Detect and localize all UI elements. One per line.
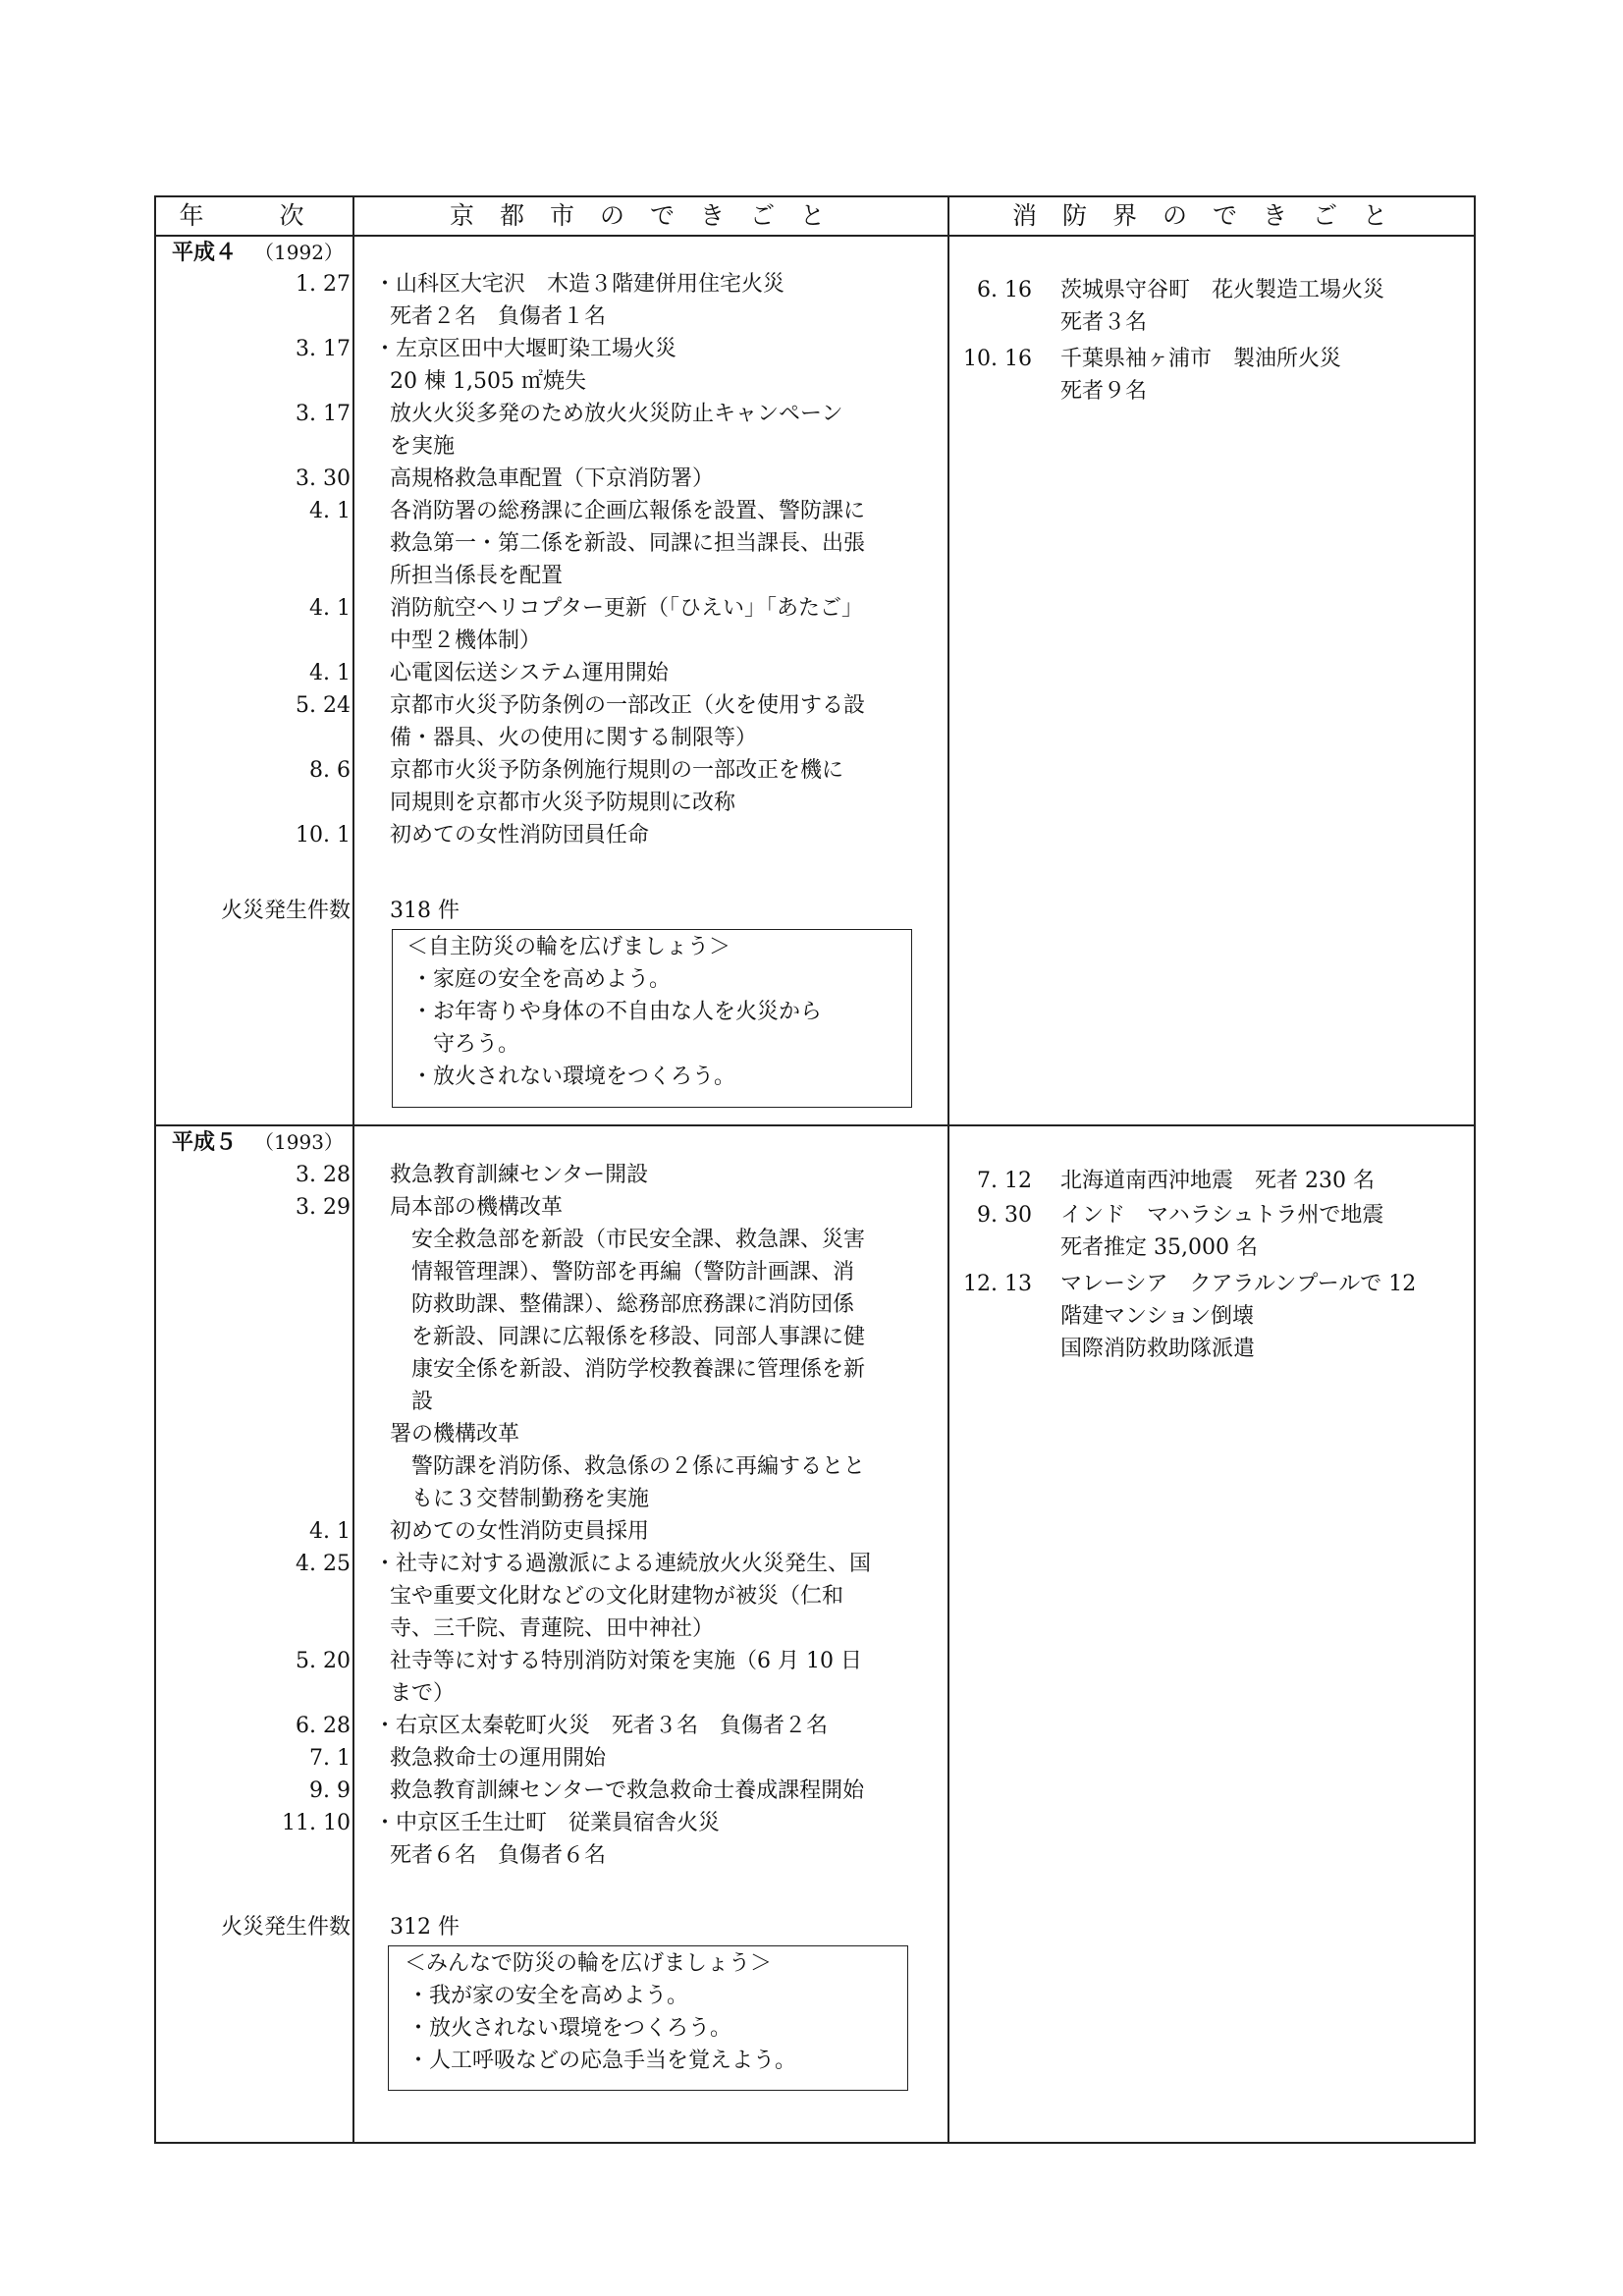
world-event-text: マレーシア クアラルンプールで 12 [1060, 1272, 1417, 1296]
header-year: 年 次 [179, 201, 330, 230]
slogan-line: ・放火されない環境をつくろう。 [407, 2016, 732, 2041]
event-text: 警防課を消防係、救急係の２係に再編するとと [390, 1454, 866, 1479]
fire-count-label: 火災発生件数 [220, 899, 351, 923]
event-text: ・左京区田中大堰町染工場火災 [374, 337, 677, 361]
event-text: 心電図伝送システム運用開始 [390, 661, 669, 685]
column-divider [352, 197, 354, 2142]
event-text: 署の機構改革 [390, 1422, 520, 1447]
event-text: まで） [390, 1681, 456, 1706]
slogan-line: ・放火されない環境をつくろう。 [411, 1065, 736, 1089]
event-text: 中型２機体制） [390, 629, 542, 653]
event-text: 同規則を京都市火災予防規則に改称 [390, 791, 736, 815]
event-date: 4. 1 [309, 596, 351, 621]
slogan-line: ・我が家の安全を高めよう。 [407, 1984, 689, 2008]
event-text: ・中京区壬生辻町 従業員宿舎火災 [374, 1811, 721, 1835]
event-text: 初めての女性消防団員任命 [390, 823, 650, 847]
section-divider [156, 1124, 1474, 1126]
slogan-line: ・家庭の安全を高めよう。 [411, 967, 672, 992]
fire-count: 312 件 [390, 1915, 460, 1940]
event-text: 初めての女性消防吏員採用 [390, 1519, 650, 1544]
event-date: 3. 30 [296, 466, 351, 491]
world-event-text: 死者９名 [1060, 379, 1148, 404]
event-text: ・右京区太秦乾町火災 死者３名 負傷者２名 [374, 1714, 829, 1738]
world-event-text: 死者推定 35,000 名 [1060, 1235, 1258, 1260]
world-event-text: 死者３名 [1060, 310, 1148, 335]
event-text: 放火火災多発のため放火火災防止キャンペーン [390, 402, 843, 426]
slogan-line: ・人工呼吸などの応急手当を覚えよう。 [407, 2049, 797, 2073]
event-date: 5. 20 [296, 1649, 351, 1673]
world-event-text: インド マハラシュトラ州で地震 [1060, 1203, 1384, 1228]
event-text: ・山科区大宅沢 木造３階建併用住宅火災 [374, 272, 785, 297]
event-text: 寺、三千院、青蓮院、田中神社） [390, 1616, 715, 1641]
year-heading: 平成５ （1993） [172, 1129, 344, 1155]
year-heading: 平成４ （1992） [172, 240, 344, 265]
world-event-text: 茨城県守谷町 花火製造工場火災 [1060, 278, 1385, 302]
event-date: 4. 1 [309, 661, 351, 685]
event-text: 高規格救急車配置（下京消防署） [390, 466, 715, 491]
event-text: 死者６名 負傷者６名 [390, 1843, 607, 1868]
event-text: 安全救急部を新設（市民安全課、救急課、災害 [390, 1228, 866, 1252]
event-text: 救急教育訓練センター開設 [390, 1163, 649, 1187]
event-date: 3. 17 [296, 402, 351, 426]
event-text: 康安全係を新設、消防学校教養課に管理係を新 [390, 1357, 866, 1382]
event-text: 救急救命士の運用開始 [390, 1746, 607, 1771]
fire-count-label: 火災発生件数 [220, 1915, 351, 1940]
world-event-date: 7. 12 [977, 1169, 1032, 1193]
world-event-date: 12. 13 [963, 1272, 1032, 1296]
event-date: 10. 1 [296, 823, 351, 847]
event-text: 設 [390, 1390, 434, 1414]
event-text: 備・器具、火の使用に関する制限等） [390, 726, 758, 750]
event-text: 消防航空ヘリコプター更新（「ひえい」「あたご」 [390, 596, 864, 621]
slogan-title: ＜みんなで防災の輪を広げましょう＞ [405, 1951, 773, 1976]
header-divider [156, 235, 1474, 237]
event-text: 京都市火災予防条例施行規則の一部改正を機に [390, 758, 844, 783]
event-text: 救急第一・第二係を新設、同課に担当課長、出張 [390, 531, 866, 556]
event-date: 6. 28 [296, 1714, 351, 1738]
event-text: 局本部の機構改革 [390, 1195, 564, 1220]
event-text: 社寺等に対する特別消防対策を実施（6 月 10 日 [390, 1649, 862, 1673]
world-event-date: 6. 16 [977, 278, 1032, 302]
world-event-date: 10. 16 [963, 347, 1032, 371]
event-text: 防救助課、整備課）、総務部庶務課に消防団係 [390, 1292, 855, 1317]
event-text: 各消防署の総務課に企画広報係を設置、警防課に [390, 499, 866, 523]
world-event-text: 北海道南西沖地震 死者 230 名 [1060, 1169, 1375, 1193]
event-date: 4. 1 [309, 1519, 351, 1544]
event-text: 救急教育訓練センターで救急救命士養成課程開始 [390, 1778, 865, 1803]
world-event-date: 9. 30 [977, 1203, 1032, 1228]
event-text: ・社寺に対する過激派による連続放火火災発生、国 [374, 1552, 872, 1576]
world-event-text: 千葉県袖ヶ浦市 製油所火災 [1060, 347, 1342, 371]
event-date: 3. 29 [296, 1195, 351, 1220]
event-text: 20 棟 1,505 ㎡焼失 [390, 369, 586, 394]
event-text: を新設、同課に広報係を移設、同部人事課に健 [390, 1325, 866, 1349]
chronology-table [154, 195, 1476, 2144]
event-text: 宝や重要文化財などの文化財建物が被災（仁和 [390, 1584, 844, 1609]
event-date: 4. 25 [296, 1552, 351, 1576]
slogan-line: 守ろう。 [411, 1032, 520, 1057]
event-date: 3. 17 [296, 337, 351, 361]
event-date: 11. 10 [282, 1811, 351, 1835]
event-date: 9. 9 [309, 1778, 351, 1803]
header-kyoto-events: 京都市のできごと [449, 201, 850, 230]
event-text: 死者２名 負傷者１名 [390, 304, 607, 329]
event-date: 1. 27 [296, 272, 351, 297]
world-event-text: 国際消防救助隊派遣 [1060, 1337, 1256, 1361]
slogan-line: ・お年寄りや身体の不自由な人を火災から [411, 1000, 823, 1024]
event-text: 情報管理課）、警防部を再編（警防計画課、消 [390, 1260, 855, 1285]
column-divider [947, 197, 949, 2142]
event-text: もに３交替制勤務を実施 [390, 1487, 650, 1511]
header-fire-world-events: 消防界のできごと [1011, 201, 1413, 230]
event-date: 5. 24 [296, 693, 351, 718]
world-event-text: 階建マンション倒壊 [1060, 1304, 1255, 1329]
slogan-title: ＜自主防災の輪を広げましょう＞ [406, 935, 731, 959]
event-text: 京都市火災予防条例の一部改正（火を使用する設 [390, 693, 866, 718]
event-date: 7. 1 [309, 1746, 351, 1771]
event-text: 所担当係長を配置 [390, 564, 564, 588]
event-date: 4. 1 [309, 499, 351, 523]
event-date: 3. 28 [296, 1163, 351, 1187]
fire-count: 318 件 [390, 899, 460, 923]
event-text: を実施 [390, 434, 456, 459]
event-date: 8. 6 [309, 758, 351, 783]
